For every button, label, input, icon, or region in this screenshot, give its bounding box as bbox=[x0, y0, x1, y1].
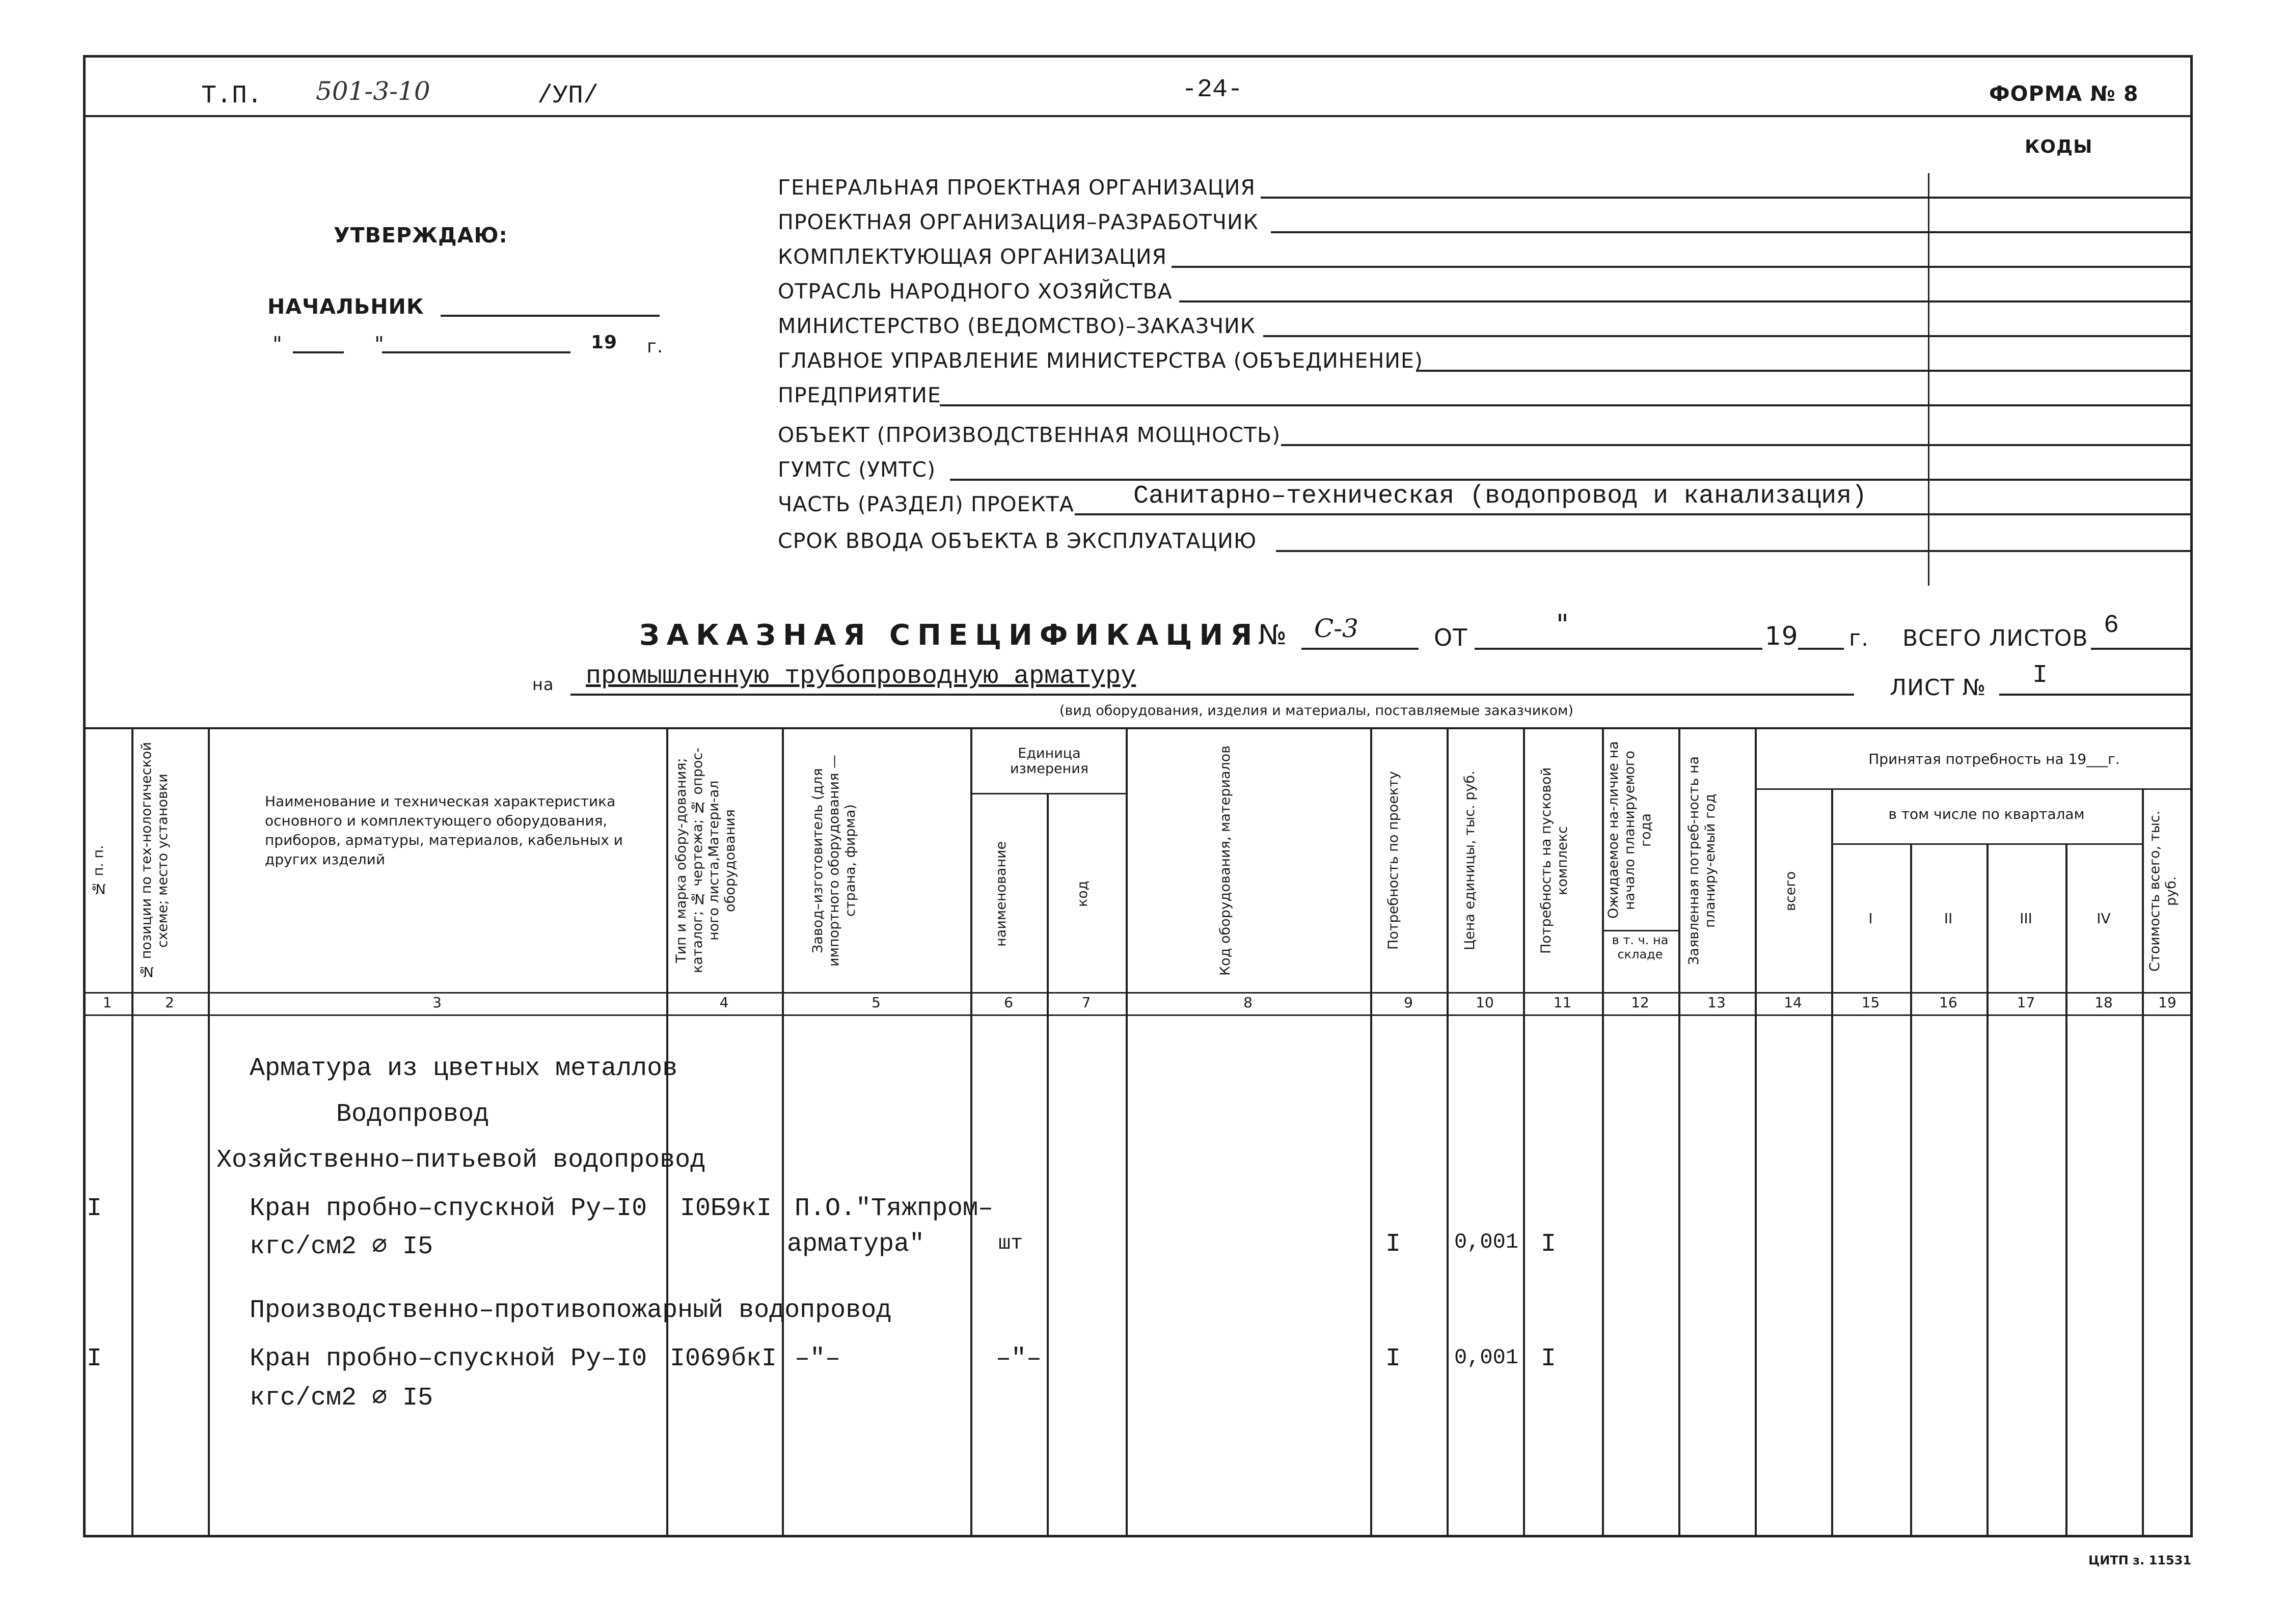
form-label: ФОРМА № 8 bbox=[1989, 81, 2139, 106]
org-line-ministry bbox=[1263, 335, 2190, 337]
colnum-9: 9 bbox=[1404, 994, 1413, 1011]
date-quote-open: " bbox=[273, 332, 283, 356]
section-water-supply: Водопровод bbox=[336, 1100, 489, 1129]
header-c2: № позиции по тех-нологической схеме; место установки bbox=[139, 742, 171, 979]
colnum-3: 3 bbox=[432, 994, 442, 1011]
colnum-4: 4 bbox=[719, 994, 729, 1011]
header-c12: Ожидаемое на-личие на начало планируемого года bbox=[1605, 741, 1654, 919]
header-c13: Заявленная потреб-ность на планиру-емый год bbox=[1686, 756, 1718, 966]
spec-number-line bbox=[1301, 648, 1419, 650]
row2-maker: –"– bbox=[795, 1344, 841, 1373]
header-c10: Цена единицы, тыс. руб. bbox=[1462, 770, 1478, 951]
spec-number-value: С-3 bbox=[1314, 614, 1358, 643]
accepted-group-line bbox=[1755, 788, 2193, 790]
header-c19: Стоимость всего, тыс. руб. bbox=[2147, 810, 2179, 972]
section-fire-water: Производственно–противопожарный водопровод bbox=[250, 1296, 892, 1325]
section-drinking-water: Хозяйственно–питьевой водопровод bbox=[216, 1146, 706, 1175]
date-day-line bbox=[293, 351, 344, 353]
spec-from-label: ОТ bbox=[1434, 624, 1468, 651]
colnum-12: 12 bbox=[1631, 994, 1649, 1011]
project-code: 501-3-10 bbox=[316, 76, 430, 106]
col-sep-6 bbox=[1047, 793, 1049, 1537]
org-line-general bbox=[1261, 197, 2190, 199]
table-colnum-bottom bbox=[83, 1014, 2193, 1016]
row1-maker-line1: П.О."Тяжпром– bbox=[795, 1194, 994, 1223]
org-label-deadline: СРОК ВВОДА ОБЪЕКТА В ЭКСПЛУАТАЦИЮ bbox=[778, 529, 1257, 553]
row2-name-line2: кгс/см2 ∅ I5 bbox=[250, 1384, 433, 1413]
org-label-object: ОБЪЕКТ (ПРОИЗВОДСТВЕННАЯ МОЩНОСТЬ) bbox=[778, 423, 1281, 447]
row1-price: 0,001 bbox=[1454, 1230, 1519, 1254]
page-number: -24- bbox=[1182, 75, 1243, 104]
col-sep-15 bbox=[1910, 843, 1912, 1537]
header-c12b: в т. ч. на складе bbox=[1612, 933, 1669, 961]
col-sep-17 bbox=[2065, 843, 2067, 1537]
spec-subject-line bbox=[570, 694, 1854, 696]
org-label-general: ГЕНЕРАЛЬНАЯ ПРОЕКТНАЯ ОРГАНИЗАЦИЯ bbox=[778, 175, 1256, 200]
chief-signature-line bbox=[441, 315, 660, 317]
row2-unit: –"– bbox=[996, 1344, 1042, 1373]
header-c15: I bbox=[1868, 910, 1873, 927]
header-c6: наименование bbox=[993, 841, 1009, 947]
spec-year-suffix: г. bbox=[1849, 625, 1869, 651]
row2-name-line1: Кран пробно–спускной Ру–I0 bbox=[250, 1344, 647, 1373]
col-sep-2 bbox=[208, 727, 210, 1537]
row2-launch: I bbox=[1541, 1344, 1557, 1373]
col-sep-3 bbox=[666, 727, 668, 1537]
row1-name-line1: Кран пробно–спускной Ру–I0 bbox=[250, 1194, 647, 1223]
header-quarters-group: в том числе по кварталам bbox=[1888, 806, 2085, 822]
header-c5: Завод–изготовитель (для импортного оборудования —страна, фирма) bbox=[810, 755, 858, 967]
spec-total-sheets-label: ВСЕГО ЛИСТОВ bbox=[1902, 625, 2088, 651]
corner-stamp: ЦИТП з. 11531 bbox=[2088, 1553, 2192, 1567]
table-colnum-top bbox=[83, 992, 2193, 994]
org-line-object bbox=[1281, 444, 2190, 446]
project-suffix: /УП/ bbox=[537, 81, 599, 111]
spec-sheet-value: I bbox=[2032, 661, 2048, 690]
col-sep-11 bbox=[1602, 727, 1604, 1537]
codes-label: КОДЫ bbox=[2025, 136, 2093, 157]
org-label-directorate: ГЛАВНОЕ УПРАВЛЕНИЕ МИНИСТЕРСТВА (ОБЪЕДИНЕНИЕ) bbox=[778, 348, 1423, 373]
org-line-enterprise bbox=[940, 404, 2190, 406]
org-label-completing: КОМПЛЕКТУЮЩАЯ ОРГАНИЗАЦИЯ bbox=[778, 244, 1167, 269]
header-c17: III bbox=[2020, 910, 2032, 927]
header-c16: II bbox=[1944, 910, 1953, 927]
org-label-developer: ПРОЕКТНАЯ ОРГАНИЗАЦИЯ–РАЗРАБОТЧИК bbox=[778, 210, 1259, 234]
org-line-developer bbox=[1271, 231, 2190, 233]
colnum-15: 15 bbox=[1861, 994, 1880, 1011]
header-c14: всего bbox=[1783, 871, 1799, 912]
row1-launch: I bbox=[1541, 1230, 1557, 1259]
org-label-gumts: ГУМТС (УМТС) bbox=[778, 457, 936, 482]
col-sep-13 bbox=[1755, 727, 1757, 1537]
colnum-5: 5 bbox=[872, 994, 881, 1011]
row1-num: I bbox=[87, 1194, 102, 1223]
chief-label: НАЧАЛЬНИК bbox=[267, 294, 424, 319]
col-sep-12 bbox=[1678, 727, 1680, 1537]
header-accepted-group: Принятая потребность на 19___г. bbox=[1868, 751, 2120, 767]
row2-num: I bbox=[87, 1344, 102, 1373]
colnum-14: 14 bbox=[1784, 994, 1802, 1011]
colnum-16: 16 bbox=[1939, 994, 1957, 1011]
approve-label: УТВЕРЖДАЮ: bbox=[334, 223, 508, 247]
colnum-13: 13 bbox=[1707, 994, 1726, 1011]
col-sep-16 bbox=[1986, 843, 1989, 1537]
colnum-18: 18 bbox=[2094, 994, 2113, 1011]
col-sep-14 bbox=[1831, 788, 1833, 1537]
header-c8: Код оборудования, материалов bbox=[1217, 745, 1233, 976]
colnum-6: 6 bbox=[1004, 994, 1013, 1011]
col-sep-9 bbox=[1447, 727, 1449, 1537]
org-label-ministry: МИНИСТЕРСТВО (ВЕДОМСТВО)–ЗАКАЗЧИК bbox=[778, 314, 1256, 338]
header-c9: Потребность по проекту bbox=[1385, 771, 1401, 950]
spec-number-label: № bbox=[1258, 619, 1288, 651]
date-quote-close: " bbox=[374, 332, 385, 356]
row2-need: I bbox=[1385, 1344, 1401, 1373]
header-c11: Потребность на пусковой комплекс bbox=[1538, 767, 1570, 954]
spec-total-sheets-line bbox=[2091, 648, 2190, 650]
table-top-line bbox=[83, 727, 2193, 729]
colnum-11: 11 bbox=[1553, 994, 1572, 1011]
row2-type: I069бкI bbox=[670, 1344, 777, 1373]
row1-type: I0Б9кI bbox=[680, 1194, 772, 1223]
codes-divider bbox=[1928, 173, 1929, 586]
col-sep-8 bbox=[1370, 727, 1372, 1537]
org-line-project-part bbox=[1075, 513, 2190, 515]
colnum-10: 10 bbox=[1476, 994, 1494, 1011]
spec-sheet-label: ЛИСТ № bbox=[1890, 675, 1986, 701]
spec-title: ЗАКАЗНАЯ СПЕЦИФИКАЦИЯ bbox=[639, 619, 1260, 652]
spec-subject: промышленную трубопроводную арматуру bbox=[586, 662, 1136, 691]
org-label-project-part: ЧАСТЬ (РАЗДЕЛ) ПРОЕКТА bbox=[778, 492, 1074, 516]
date-month-line bbox=[382, 351, 570, 353]
colnum-19: 19 bbox=[2158, 994, 2176, 1011]
col-sep-10 bbox=[1523, 727, 1525, 1537]
row1-maker-line2: арматура" bbox=[787, 1230, 925, 1259]
spec-year-line bbox=[1798, 648, 1844, 650]
org-line-deadline bbox=[1276, 550, 2190, 552]
header-c4: Тип и марка обору-дования; каталог; № чертежа; № опрос-ного листа,Матери-ал оборудования bbox=[673, 748, 738, 974]
row1-unit: шт bbox=[998, 1232, 1023, 1255]
spec-from-quote: " bbox=[1556, 609, 1569, 641]
colnum-7: 7 bbox=[1081, 994, 1091, 1011]
col-sep-4 bbox=[782, 727, 784, 1537]
project-code-prefix: Т.П. bbox=[201, 81, 263, 111]
header-c3: Наименование и техническая характеристика основного и комплектующего оборудования, приборов, арматуры, материалов, кабельных и других изделий bbox=[265, 793, 623, 868]
header-c1: № п. п. bbox=[91, 845, 106, 897]
colnum-2: 2 bbox=[165, 994, 174, 1011]
org-line-directorate bbox=[1416, 370, 2190, 372]
approval-year: 19 bbox=[591, 332, 618, 353]
col-sep-5 bbox=[970, 727, 972, 1537]
row1-name-line2: кгс/см2 ∅ I5 bbox=[250, 1232, 433, 1261]
col-sep-1 bbox=[131, 727, 133, 1537]
header-divider bbox=[83, 115, 2193, 117]
header-c7: код bbox=[1075, 880, 1091, 907]
col-sep-18 bbox=[2142, 788, 2144, 1537]
org-line-gumts bbox=[950, 479, 2190, 481]
c12-split-line bbox=[1602, 930, 1678, 931]
row1-need: I bbox=[1385, 1230, 1401, 1259]
org-label-industry: ОТРАСЛЬ НАРОДНОГО ХОЗЯЙСТВА bbox=[778, 279, 1173, 304]
spec-subject-caption: (вид оборудования, изделия и материалы, поставляемые заказчиком) bbox=[1059, 703, 1574, 719]
colnum-8: 8 bbox=[1243, 994, 1253, 1011]
org-label-enterprise: ПРЕДПРИЯТИЕ bbox=[778, 383, 941, 407]
colnum-17: 17 bbox=[2017, 994, 2035, 1011]
col-sep-7 bbox=[1126, 727, 1128, 1537]
spec-for-label: на bbox=[532, 675, 554, 694]
row2-price: 0,001 bbox=[1454, 1345, 1519, 1370]
org-line-industry bbox=[1179, 300, 2190, 302]
approval-year-suffix: г. bbox=[647, 336, 664, 357]
spec-total-sheets-value: 6 bbox=[2104, 611, 2119, 640]
header-unit-group: Единица измерения bbox=[1010, 746, 1089, 777]
org-line-completing bbox=[1172, 266, 2190, 268]
colnum-1: 1 bbox=[102, 994, 112, 1011]
spec-sheet-line bbox=[1999, 694, 2190, 696]
spec-date-line bbox=[1475, 648, 1762, 650]
spec-year-label: 19 bbox=[1765, 621, 1799, 651]
section-nonferrous: Арматура из цветных металлов bbox=[250, 1054, 678, 1083]
header-c18: IV bbox=[2097, 910, 2111, 927]
org-value-project-part: Санитарно–техническая (водопровод и канализация) bbox=[1133, 482, 1867, 511]
